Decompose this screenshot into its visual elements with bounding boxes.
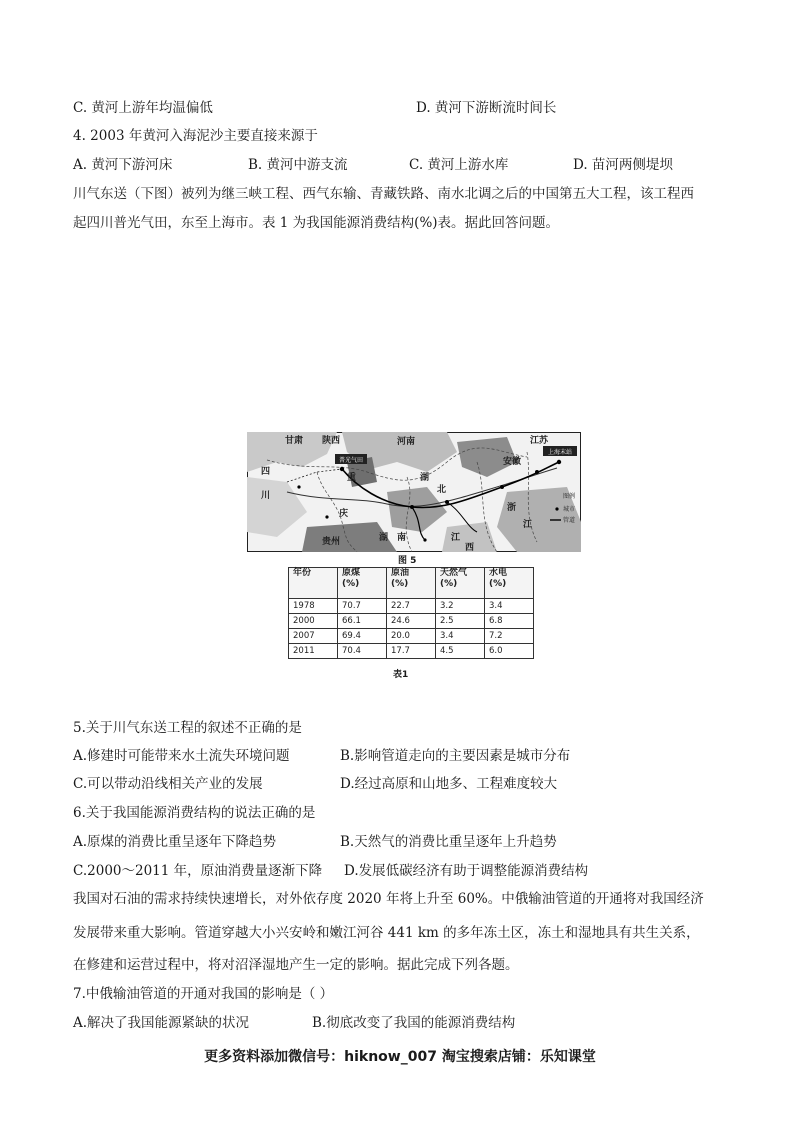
start-label: 普光气田: [338, 457, 364, 464]
q3-option-c: C. 黄河上游年均温偏低: [73, 100, 213, 116]
intro2-line3: 在修建和运营过程中，将对沼泽湿地产生一定的影响。据此完成下列各题。: [73, 957, 519, 973]
intro2-line1: 我国对石油的需求持续快速增长，对外依存度 2020 年将上升至 60%。中俄输油管道的开通将对我国经济: [73, 891, 704, 907]
province-label: 庆: [339, 509, 349, 519]
intro1-line2: 起四川普光气田，东至上海市。表 1 为我国能源消费结构(%)表。据此回答问题。: [73, 215, 560, 231]
cell: 17.7: [387, 644, 436, 659]
header-year: 年份: [289, 568, 338, 599]
province-label: 川: [261, 491, 271, 501]
cell: 6.0: [485, 644, 534, 659]
q6-option-c: C.2000～2011 年，原油消费量逐渐下降: [73, 863, 323, 879]
header-oil: 原油 (%): [387, 568, 436, 599]
header-gas: 天然气 (%): [436, 568, 485, 599]
q5-option-c: C.可以带动沿线相关产业的发展: [73, 776, 263, 792]
table-header-row: [289, 568, 534, 599]
province-label: 重: [347, 473, 357, 483]
legend-pipe: 管道: [563, 517, 576, 524]
q7-option-b: B.彻底改变了我国的能源消费结构: [312, 1015, 516, 1031]
cell: 2000: [289, 614, 338, 629]
province-label: 贵州: [322, 537, 341, 547]
table-row: [289, 644, 534, 659]
province-label: 河南: [397, 437, 416, 447]
intro2-line2: 发展带来重大影响。管道穿越大小兴安岭和嫩江河谷 441 km 的多年冻土区，冻土和湿地具有共生关系，: [73, 925, 700, 941]
cell: 2.5: [436, 614, 485, 629]
q5-option-d: D.经过高原和山地多、工程难度较大: [340, 776, 558, 792]
province-label: 湖: [420, 473, 430, 483]
q5-option-a: A.修建时可能带来水土流失环境问题: [73, 748, 290, 764]
pipeline-map: [247, 432, 581, 552]
cell: 3.4: [485, 599, 534, 614]
table-row: [289, 614, 534, 629]
province-label: 安徽: [503, 457, 522, 467]
cell: 70.4: [338, 644, 387, 659]
q3-option-d: D. 黄河下游断流时间长: [416, 100, 557, 116]
pipeline-map-svg: [247, 432, 581, 552]
footer-contact: 更多资料添加微信号：hiknow_007 淘宝搜索店铺：乐知课堂: [204, 1049, 596, 1065]
q4-stem: 4. 2003 年黄河入海泥沙主要直接来源于: [73, 128, 318, 144]
q6-stem: 6.关于我国能源消费结构的说法正确的是: [73, 805, 316, 821]
q6-option-d: D.发展低碳经济有助于调整能源消费结构: [344, 863, 589, 879]
q6-option-b: B.天然气的消费比重呈逐年上升趋势: [340, 834, 557, 850]
intro1-line1: 川气东送（下图）被列为继三峡工程、西气东输、青藏铁路、南水北调之后的中国第五大工程，该工程西: [73, 186, 694, 202]
province-label: 西: [465, 543, 475, 552]
province-label: 甘肃: [285, 436, 304, 446]
province-label: 南: [397, 533, 407, 543]
cell: 2007: [289, 629, 338, 644]
province-label: 四: [261, 467, 271, 477]
legend-city-icon: [555, 507, 558, 510]
cell: 66.1: [338, 614, 387, 629]
q4-option-c: C. 黄河上游水库: [409, 157, 509, 173]
q6-option-a: A.原煤的消费比重呈逐年下降趋势: [73, 834, 277, 850]
q4-option-b: B. 黄河中游支流: [248, 157, 348, 173]
header-coal: 原煤 (%): [338, 568, 387, 599]
table-row: [289, 599, 534, 614]
province-label: 浙: [507, 503, 517, 513]
q5-option-b: B.影响管道走向的主要因素是城市分布: [340, 748, 571, 764]
q7-option-a: A.解决了我国能源紧缺的状况: [73, 1015, 250, 1031]
q7-stem: 7.中俄输油管道的开通对我国的影响是（ ）: [73, 986, 334, 1002]
end-label: 上海末站: [547, 449, 573, 456]
legend-title: 图例: [563, 493, 576, 500]
cell: 22.7: [387, 599, 436, 614]
province-label: 江: [523, 520, 533, 530]
q5-stem: 5.关于川气东送工程的叙述不正确的是: [73, 720, 302, 736]
cell: 4.5: [436, 644, 485, 659]
province-label: 湖: [379, 533, 389, 543]
cell: 20.0: [387, 629, 436, 644]
header-hydro: 水电 (%): [485, 568, 534, 599]
cell: 2011: [289, 644, 338, 659]
q4-option-d: D. 苗河两侧堤坝: [573, 157, 673, 173]
cell: 69.4: [338, 629, 387, 644]
cell: 24.6: [387, 614, 436, 629]
q4-option-a: A. 黄河下游河床: [73, 157, 173, 173]
energy-table: [288, 567, 534, 659]
table-caption: 表1: [393, 670, 409, 680]
table-row: [289, 629, 534, 644]
province-label: 陕西: [322, 436, 341, 446]
cell: 3.4: [436, 629, 485, 644]
cell: 1978: [289, 599, 338, 614]
cell: 6.8: [485, 614, 534, 629]
province-label: 北: [437, 485, 447, 495]
cell: 70.7: [338, 599, 387, 614]
cell: 3.2: [436, 599, 485, 614]
province-label: 江: [451, 533, 461, 543]
legend-city: 城市: [563, 506, 576, 513]
province-label: 江苏: [530, 436, 549, 446]
cell: 7.2: [485, 629, 534, 644]
map-caption: 图 5: [398, 556, 417, 566]
